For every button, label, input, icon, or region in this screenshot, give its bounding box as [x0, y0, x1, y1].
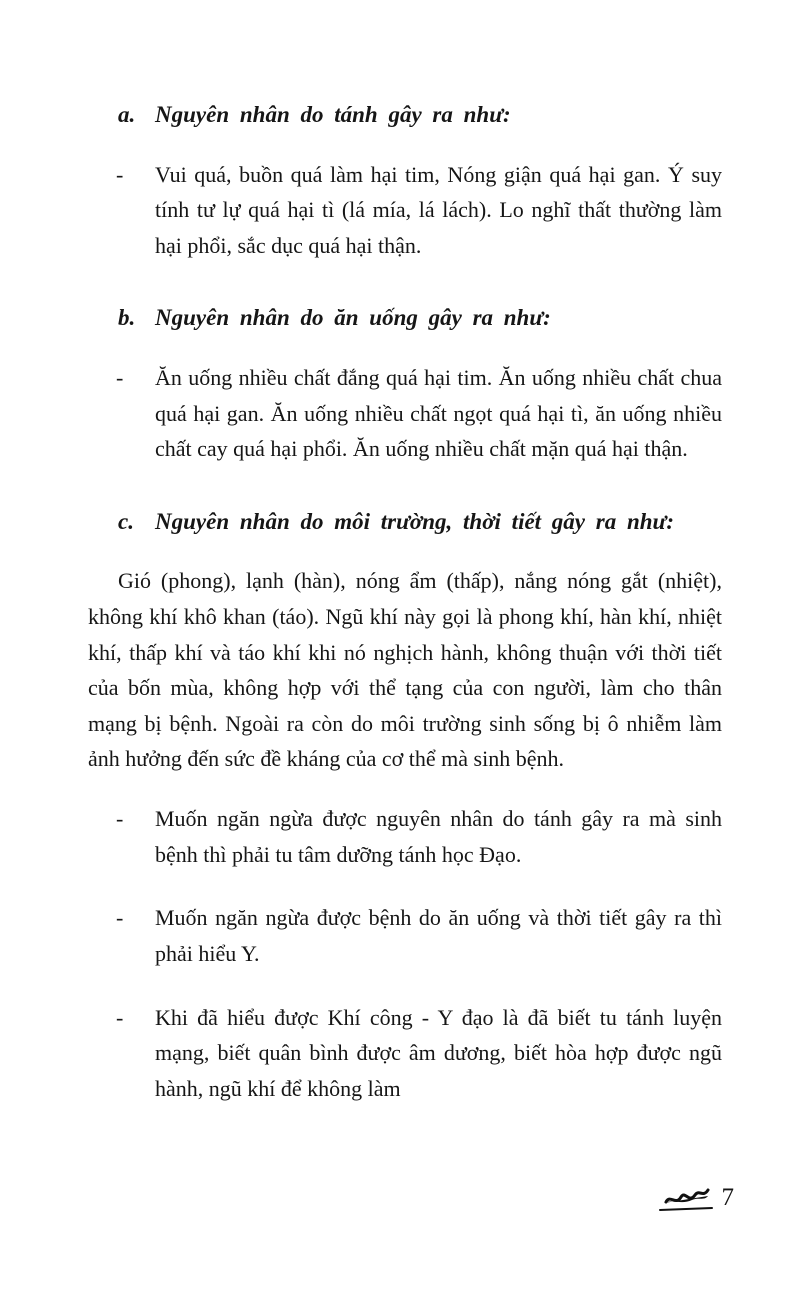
bullet-text: Vui quá, buồn quá làm hại tim, Nóng giận quá hại gan. Ý suy tính tư lự quá hại tì (lá mía, lá lách). Lo nghĩ thất thường làm hại phổi, sắc dục quá hại thận. — [155, 161, 722, 258]
section-heading-a — [88, 98, 722, 133]
bullet-text: Muốn ngăn ngừa được nguyên nhân do tánh gây ra mà sinh bệnh thì phải tu tâm dưỡng tánh học Đạo. — [155, 806, 722, 867]
bullet-marker: - — [116, 905, 124, 931]
bullet-text: Ăn uống nhiều chất đắng quá hại tim. Ăn uống nhiều chất chua quá hại gan. Ăn uống nhiều chất ngọt quá hại tì, ăn uống nhiều chất cay quá hại phổi. Ăn uống nhiều chất mặn quá hại thận. — [155, 364, 722, 462]
section-spacer — [88, 291, 722, 301]
heading-label: b. — [118, 305, 136, 331]
heading-label: a. — [118, 102, 136, 127]
page-number: 7 — [721, 1184, 734, 1211]
bullet-text: Khi đã hiểu được Khí công - Y đạo là đã biết tu tánh luyện mạng, biết quân bình được âm dương, biết hòa hợp được ngũ hành, ngũ khí để không làm — [155, 1004, 722, 1101]
bullet-marker: - — [116, 161, 124, 187]
bullet-item — [88, 900, 722, 971]
section-heading-c — [88, 505, 722, 540]
section-heading-b — [88, 301, 722, 336]
quill-flourish-icon — [658, 1182, 716, 1214]
page-footer — [658, 1182, 735, 1214]
bullet-marker: - — [116, 806, 124, 831]
heading-text: Nguyên nhân do môi trường, thời tiết gây ra như: — [155, 508, 674, 534]
heading-text: Nguyên nhân do tánh gây ra như: — [155, 102, 511, 127]
body-paragraph: Gió (phong), lạnh (hàn), nóng ẩm (thấp), nắng nóng gắt (nhiệt), không khí khô khan (táo). Ngũ khí này gọi là phong khí, hàn khí, nhiệt khí, thấp khí và táo khí khi nó nghịch hành, không thuận với thời tiết của bốn mùa, không hợp với thể tạng của con người, làm cho thân mạng bị bệnh. Ngoài ra còn do môi trường sinh sống bị ô nhiễm làm ảnh hưởng đến sức đề kháng của cơ thể mà sinh bệnh. — [88, 568, 722, 772]
bullet-marker: - — [116, 1004, 124, 1030]
bullet-item — [88, 801, 722, 872]
bullet-item — [88, 157, 722, 264]
bullet-marker: - — [116, 364, 124, 390]
heading-text: Nguyên nhân do ăn uống gây ra như: — [155, 305, 551, 331]
bullet-text: Muốn ngăn ngừa được bệnh do ăn uống và thời tiết gây ra thì phải hiểu Y. — [155, 905, 722, 966]
section-spacer — [88, 495, 722, 505]
bullet-item — [88, 360, 722, 467]
heading-label: c. — [118, 508, 134, 534]
bullet-item — [88, 1000, 722, 1107]
